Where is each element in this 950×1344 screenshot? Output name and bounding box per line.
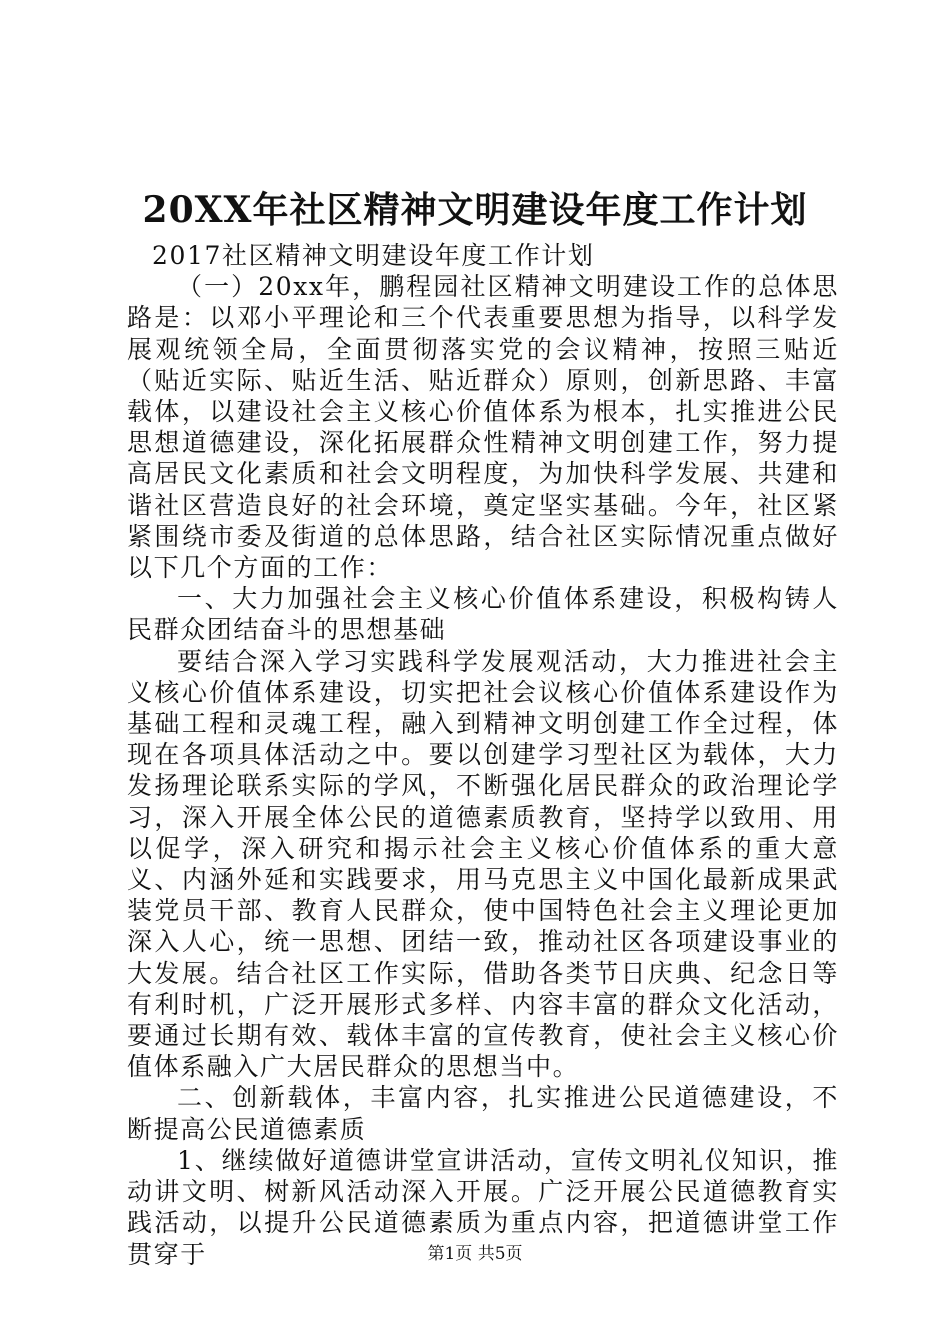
document-subtitle: 2017社区精神文明建设年度工作计划 (152, 241, 595, 270)
paragraph-section-1: 要结合深入学习实践科学发展观活动，大力推进社会主义核心价值体系建设，切实把社会议核心价值体系建设作为基础工程和灵魂工程，融入到精神文明创建工作全过程，体现在各项具体活动之中。要以创建学习型社区为载体，大力发扬理论联系实际的学风，不断强化居民群众的政治理论学习，深入开展全体公民的道德素质教育，坚持学以致用、用以促学，深入研究和揭示社会主义核心价值体系的重大意义、内涵外延和实践要求，用马克思主义中国化最新成果武装党员干部、教育人民群众，使中国特色社会主义理论更加深入人心，统一思想、团结一致，推动社区各项建设事业的大发展。结合社区工作实际，借助各类节日庆典、纪念日等有利时机，广泛开展形式多样、内容丰富的群众文化活动，要通过长期有效、载体丰富的宣传教育，使社会主义核心价值体系融入广大居民群众的思想当中。 (127, 646, 839, 1082)
section-heading-2: 二、创新载体，丰富内容，扎实推进公民道德建设，不断提高公民道德素质 (127, 1083, 839, 1144)
page-footer: 第1页 共5页 (427, 1244, 523, 1264)
document-title: 20XX年社区精神文明建设年度工作计划 (142, 189, 808, 231)
section-heading-1: 一、大力加强社会主义核心价值体系建设，积极构铸人民群众团结奋斗的思想基础 (127, 584, 839, 645)
paragraph-section-2-item-1: 1、继续做好道德讲堂宣讲活动，宣传文明礼仪知识，推动讲文明、树新风活动深入开展。广泛开展公民道德教育实践活动，以提升公民道德素质为重点内容，把道德讲堂工作贯穿于 (127, 1145, 839, 1269)
paragraph-intro: （一）20xx年，鹏程园社区精神文明建设工作的总体思路是：以邓小平理论和三个代表重要思想为指导，以科学发展观统领全局，全面贯彻落实党的会议精神，按照三贴近（贴近实际、贴近生活、贴近群众）原则，创新思路、丰富载体，以建设社会主义核心价值体系为根本，扎实推进公民思想道德建设，深化拓展群众性精神文明创建工作，努力提高居民文化素质和社会文明程度，为加快科学发展、共建和谐社区营造良好的社会环境，奠定坚实基础。今年，社区紧紧围绕市委及街道的总体思路，结合社区实际情况重点做好以下几个方面的工作： (127, 272, 839, 583)
document-body (127, 240, 839, 1270)
